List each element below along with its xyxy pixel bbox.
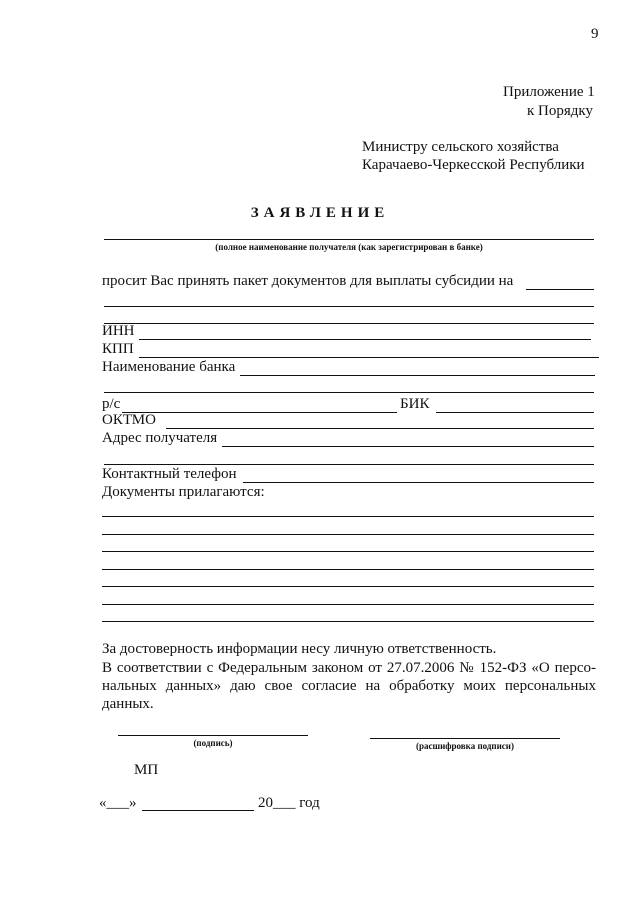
address-label: Адрес получателя: [102, 430, 218, 446]
signature-line: [118, 735, 308, 736]
document-title: ЗАЯВЛЕНИЕ: [250, 205, 390, 221]
phone-label: Контактный телефон: [102, 466, 237, 482]
documents-line-2: [102, 534, 594, 535]
blank-line-2: [104, 323, 594, 324]
address-line: [222, 446, 594, 447]
appendix-line-2: к Порядку: [527, 103, 593, 119]
subsidy-purpose-line: [526, 289, 594, 290]
bank-name-line-2: [104, 392, 594, 393]
date-open-quote: «: [99, 795, 107, 811]
kpp-label: КПП: [102, 341, 134, 357]
address-line-2: [104, 464, 594, 465]
oktmo-label: ОКТМО: [102, 412, 156, 428]
recipient-name-line: [104, 239, 594, 240]
page-number: 9: [591, 26, 599, 42]
documents-line-3: [102, 551, 594, 552]
bank-name-line: [240, 375, 595, 376]
account-label: р/с: [102, 396, 121, 412]
responsibility-text: За достоверность информации несу личную ответственность.: [102, 641, 497, 657]
consent-line-1: В соответствии с Федеральным законом от 27.07.2006 № 152-ФЗ «О персо-: [102, 660, 596, 676]
documents-label: Документы прилагаются:: [102, 484, 265, 500]
date-year-blank: ___: [273, 795, 296, 811]
consent-line-3: данных.: [102, 696, 154, 712]
account-line: [122, 412, 397, 413]
date-year-group: [258, 795, 320, 812]
bik-line: [436, 412, 594, 413]
inn-line: [139, 339, 591, 340]
kpp-line: [139, 357, 599, 358]
date-line: [99, 795, 137, 812]
blank-line-1: [104, 306, 594, 307]
inn-label: ИНН: [102, 323, 135, 339]
documents-line-5: [102, 586, 594, 587]
date-year-prefix: 20: [258, 795, 273, 811]
documents-line-1: [102, 516, 594, 517]
date-month-line: [142, 810, 254, 811]
addressee-line-1: Министру сельского хозяйства: [362, 139, 559, 155]
oktmo-line: [166, 428, 594, 429]
request-text: просит Вас принять пакет документов для выплаты субсидии на: [102, 273, 514, 289]
documents-line-4: [102, 569, 594, 570]
signature-hint: (подпись): [193, 738, 233, 748]
documents-line-6: [102, 604, 594, 605]
signature-decode-hint: (расшифровка подписи): [416, 741, 514, 751]
documents-line-7: [102, 621, 594, 622]
bik-label: БИК: [400, 396, 430, 412]
signature-decode-line: [370, 738, 560, 739]
consent-line-2: нальных данных» даю свое согласие на обработку моих персональных: [102, 678, 596, 694]
stamp-label: МП: [134, 762, 159, 778]
date-year-word: год: [299, 795, 320, 811]
date-day-blank: ___: [106, 795, 129, 811]
appendix-line-1: Приложение 1: [503, 84, 595, 100]
phone-line: [243, 482, 594, 483]
date-close-quote: »: [129, 795, 137, 811]
recipient-hint: (полное наименование получателя (как зарегистрирован в банке): [215, 242, 483, 252]
addressee-line-2: Карачаево-Черкесской Республики: [362, 157, 585, 173]
bank-name-label: Наименование банка: [102, 359, 236, 375]
